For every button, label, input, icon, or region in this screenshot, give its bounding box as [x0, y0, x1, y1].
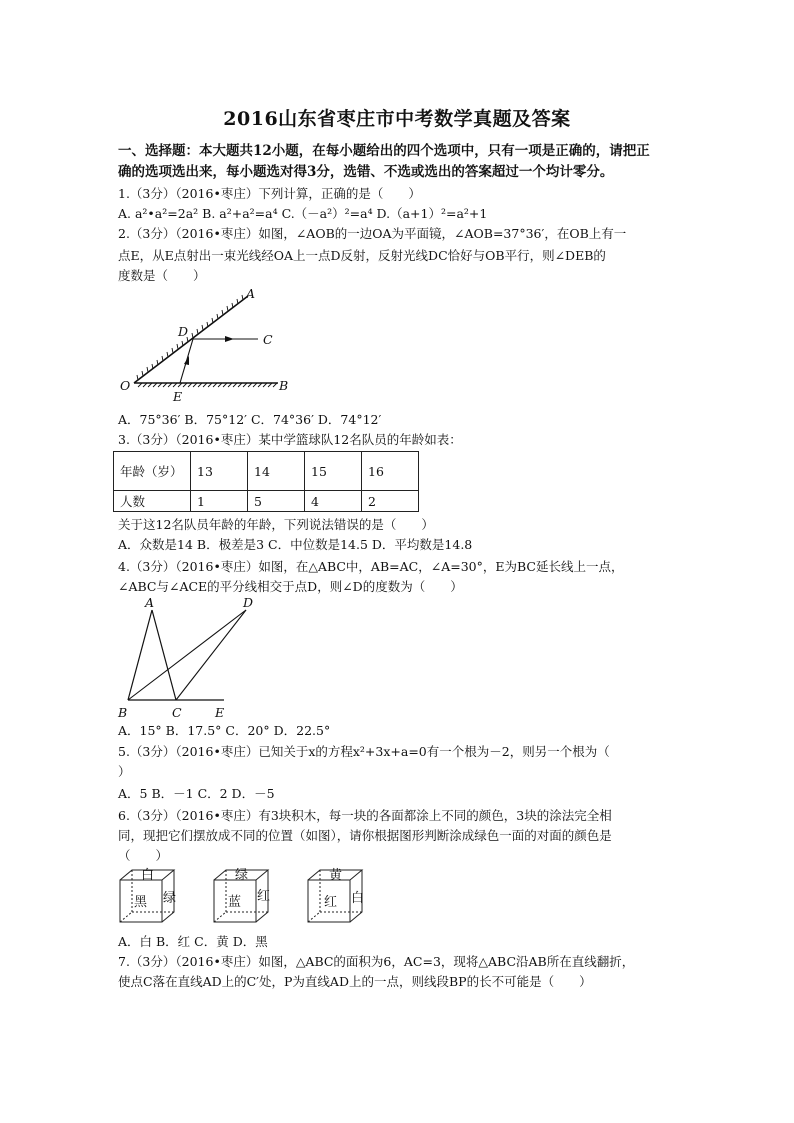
cube-2-front: 蓝	[228, 895, 242, 910]
q4-options: A．15° B．17.5° C．20° D．22.5°	[118, 723, 331, 738]
q2-stem-line-1: 2.（3分）（2016•枣庄）如图，∠AOB的一边OA为平面镜，∠AOB=37°36′，在OB上有一	[118, 226, 627, 241]
q6-stem-line-1: 6.（3分）（2016•枣庄）有3块积木，每一块的各面都涂上不同的颜色，3块的涂法完全相	[118, 808, 612, 823]
q7-stem-line-2: 使点C落在直线AD上的C′处，P为直线AD上的一点，则线段BP的长不可能是（ ）	[118, 974, 592, 989]
table-cell: 4	[305, 491, 362, 512]
q5-stem-line-2: ）	[118, 764, 131, 779]
q2-options: A．75°36′ B．75°12′ C．74°36′ D．74°12′	[118, 412, 382, 427]
table-cell: 年龄（岁）	[114, 452, 191, 491]
q2-mirror-figure	[112, 286, 302, 406]
table-cell: 1	[191, 491, 248, 512]
arrow-dc	[225, 336, 234, 342]
label-a: A	[145, 595, 155, 610]
table-cell: 15	[305, 452, 362, 491]
side-ac	[152, 610, 176, 700]
q6-cubes-figure	[116, 866, 376, 928]
q4-stem-line-2: ∠ABC与∠ACE的平分线相交于点D，则∠D的度数为（ ）	[118, 579, 463, 594]
side-ab	[128, 610, 152, 700]
q7-stem-line-1: 7.（3分）（2016•枣庄）如图，△ABC的面积为6，AC=3，现将△ABC沿AB所在直线翻折，	[118, 954, 635, 969]
cube-3-side: 白	[351, 891, 365, 906]
label-c: C	[263, 332, 273, 347]
cube-2-side: 红	[257, 889, 271, 904]
section-heading-line-2: 确的选项选出来，每小题选对得3分，选错、不选或选出的答案超过一个均计零分。	[118, 164, 614, 180]
q6-options: A．白 B．红 C．黄 D．黑	[118, 934, 268, 949]
q4-stem-line-1: 4.（3分）（2016•枣庄）如图，在△ABC中，AB=AC，∠A=30°，E为BC延长线上一点，	[118, 559, 624, 574]
q1-stem: 1.（3分）（2016•枣庄）下列计算，正确的是（ ）	[118, 186, 421, 201]
table-cell: 16	[362, 452, 419, 491]
label-c: C	[172, 705, 182, 720]
section-heading-line-1: 一、选择题：本大题共12小题，在每小题给出的四个选项中，只有一项是正确的，请把正	[118, 143, 650, 159]
q3-options: A．众数是14 B．极差是3 C．中位数是14.5 D．平均数是14.8	[118, 537, 473, 552]
q3-followup: 关于这12名队员年龄的年龄，下列说法错误的是（ ）	[118, 517, 434, 532]
label-e: E	[215, 705, 225, 720]
q5-options: A．5 B．－1 C．2 D．－5	[118, 786, 275, 801]
table-cell: 5	[248, 491, 305, 512]
q6-stem-line-2: 同，现把它们摆放成不同的位置（如图），请你根据图形判断涂成绿色一面的对面的颜色是	[118, 828, 612, 843]
label-b: B	[279, 378, 289, 393]
cube-1-front: 黑	[134, 895, 148, 910]
cube-3-top: 黄	[329, 868, 343, 883]
age-table	[113, 451, 419, 512]
q1-options: A. a²•a²=2a² B. a²+a²=a⁴ C.（－a²）²=a⁴ D.（a+1）²=a²+1	[118, 206, 488, 221]
page-title: 2016山东省枣庄市中考数学真题及答案	[223, 108, 571, 130]
label-a: A	[246, 286, 256, 301]
q3-stem: 3.（3分）（2016•枣庄）某中学篮球队12名队员的年龄如表：	[118, 432, 462, 447]
cube-3-front: 红	[324, 895, 338, 910]
q6-stem-line-3: （ ）	[118, 848, 169, 863]
q2-stem-line-2: 点E，从E点射出一束光线经OA上一点D反射，反射光线DC恰好与OB平行，则∠DEB的	[118, 248, 606, 263]
label-e: E	[173, 389, 183, 404]
table-cell: 13	[191, 452, 248, 491]
q5-stem-line-1: 5.（3分）（2016•枣庄）已知关于x的方程x²+3x+a=0有一个根为－2，则另一个根为（	[118, 744, 610, 759]
label-o: O	[120, 378, 131, 393]
table-row	[114, 491, 419, 512]
cube-2-top: 绿	[235, 868, 249, 883]
q4-triangle-figure	[112, 596, 262, 724]
table-row	[114, 452, 419, 491]
label-d: D	[178, 324, 189, 339]
table-cell: 人数	[114, 491, 191, 512]
table-cell: 14	[248, 452, 305, 491]
label-d: D	[243, 595, 254, 610]
table-cell: 2	[362, 491, 419, 512]
q2-stem-line-3: 度数是（ ）	[118, 268, 206, 283]
cube-1-side: 绿	[163, 891, 177, 906]
cube-1-top: 白	[141, 868, 155, 883]
label-b: B	[118, 705, 128, 720]
arrow-ed	[184, 356, 189, 365]
